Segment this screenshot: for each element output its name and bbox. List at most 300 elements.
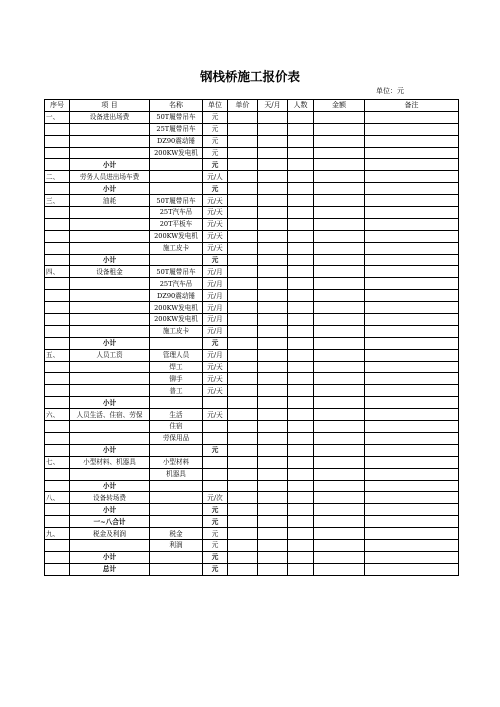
- days-cell: [258, 528, 288, 540]
- days-cell: [258, 266, 288, 278]
- seq-cell: [45, 278, 70, 290]
- seq-cell: [45, 337, 70, 349]
- days-cell: [258, 123, 288, 135]
- item-cell: 小计: [70, 444, 150, 456]
- name-cell: DZ90震动锤: [150, 290, 203, 302]
- remark-cell: [365, 409, 459, 421]
- people-cell: [288, 171, 314, 183]
- seq-cell: [45, 480, 70, 492]
- unit-cell: 元/天: [203, 230, 228, 242]
- people-cell: [288, 421, 314, 433]
- item-cell: [70, 325, 150, 337]
- remark-cell: [365, 325, 459, 337]
- remark-cell: [365, 337, 459, 349]
- item-cell: 劳务人员进出场车费: [70, 171, 150, 183]
- amount-cell: [314, 135, 365, 147]
- item-cell: [70, 539, 150, 551]
- table-row: [45, 409, 459, 421]
- price-cell: [228, 349, 258, 361]
- price-cell: [228, 159, 258, 171]
- item-cell: 小计: [70, 397, 150, 409]
- people-cell: [288, 135, 314, 147]
- seq-cell: [45, 183, 70, 195]
- table-row: [45, 349, 459, 361]
- price-cell: [228, 171, 258, 183]
- table-row: [45, 421, 459, 433]
- seq-cell: [45, 551, 70, 563]
- price-cell: [228, 516, 258, 528]
- name-cell: 25T汽车吊: [150, 278, 203, 290]
- header-cell: 序号: [45, 100, 70, 112]
- amount-cell: [314, 373, 365, 385]
- item-cell: [70, 373, 150, 385]
- people-cell: [288, 492, 314, 504]
- price-cell: [228, 456, 258, 468]
- header-cell: 单位: [203, 100, 228, 112]
- people-cell: [288, 159, 314, 171]
- people-cell: [288, 432, 314, 444]
- amount-cell: [314, 266, 365, 278]
- table-row: [45, 468, 459, 480]
- unit-cell: 元: [203, 528, 228, 540]
- people-cell: [288, 528, 314, 540]
- unit-cell: 元/天: [203, 385, 228, 397]
- remark-cell: [365, 242, 459, 254]
- item-cell: [70, 432, 150, 444]
- table-row: [45, 171, 459, 183]
- unit-cell: 元/天: [203, 373, 228, 385]
- days-cell: [258, 183, 288, 195]
- people-cell: [288, 361, 314, 373]
- amount-cell: [314, 207, 365, 219]
- item-cell: [70, 278, 150, 290]
- item-cell: [70, 385, 150, 397]
- days-cell: [258, 147, 288, 159]
- seq-cell: 九、: [45, 528, 70, 540]
- unit-cell: 元/天: [203, 242, 228, 254]
- price-cell: [228, 385, 258, 397]
- people-cell: [288, 456, 314, 468]
- table-row: [45, 135, 459, 147]
- name-cell: 25T汽车吊: [150, 207, 203, 219]
- people-cell: [288, 314, 314, 326]
- unit-cell: 元/月: [203, 349, 228, 361]
- days-cell: [258, 444, 288, 456]
- name-cell: [150, 516, 203, 528]
- days-cell: [258, 230, 288, 242]
- name-cell: 普工: [150, 385, 203, 397]
- people-cell: [288, 111, 314, 123]
- table-row: [45, 230, 459, 242]
- people-cell: [288, 302, 314, 314]
- seq-cell: [45, 290, 70, 302]
- name-cell: 200KW发电机: [150, 147, 203, 159]
- price-cell: [228, 266, 258, 278]
- amount-cell: [314, 159, 365, 171]
- amount-cell: [314, 195, 365, 207]
- price-cell: [228, 195, 258, 207]
- remark-cell: [365, 397, 459, 409]
- item-cell: [70, 314, 150, 326]
- remark-cell: [365, 183, 459, 195]
- remark-cell: [365, 111, 459, 123]
- table-row: [45, 480, 459, 492]
- table-row: [45, 195, 459, 207]
- seq-cell: 一、: [45, 111, 70, 123]
- days-cell: [258, 349, 288, 361]
- people-cell: [288, 516, 314, 528]
- unit-cell: 元: [203, 551, 228, 563]
- unit-cell: 元/人: [203, 171, 228, 183]
- seq-cell: [45, 539, 70, 551]
- unit-cell: [203, 432, 228, 444]
- amount-cell: [314, 528, 365, 540]
- price-cell: [228, 302, 258, 314]
- name-cell: [150, 563, 203, 575]
- table-row: [45, 278, 459, 290]
- amount-cell: [314, 254, 365, 266]
- name-cell: [150, 444, 203, 456]
- name-cell: 利润: [150, 539, 203, 551]
- table-header-row: [45, 100, 459, 112]
- remark-cell: [365, 444, 459, 456]
- unit-cell: 元/月: [203, 314, 228, 326]
- unit-cell: [203, 480, 228, 492]
- amount-cell: [314, 563, 365, 575]
- item-cell: 小计: [70, 480, 150, 492]
- seq-cell: 二、: [45, 171, 70, 183]
- amount-cell: [314, 432, 365, 444]
- unit-cell: 元: [203, 111, 228, 123]
- price-cell: [228, 480, 258, 492]
- price-cell: [228, 373, 258, 385]
- days-cell: [258, 325, 288, 337]
- price-cell: [228, 492, 258, 504]
- table-row: [45, 516, 459, 528]
- remark-cell: [365, 373, 459, 385]
- item-cell: 小计: [70, 337, 150, 349]
- days-cell: [258, 361, 288, 373]
- people-cell: [288, 504, 314, 516]
- unit-cell: 元/天: [203, 218, 228, 230]
- name-cell: 生活: [150, 409, 203, 421]
- people-cell: [288, 242, 314, 254]
- days-cell: [258, 385, 288, 397]
- people-cell: [288, 409, 314, 421]
- seq-cell: [45, 432, 70, 444]
- remark-cell: [365, 147, 459, 159]
- remark-cell: [365, 421, 459, 433]
- remark-cell: [365, 456, 459, 468]
- people-cell: [288, 218, 314, 230]
- remark-cell: [365, 349, 459, 361]
- seq-cell: [45, 147, 70, 159]
- item-cell: 小计: [70, 551, 150, 563]
- amount-cell: [314, 147, 365, 159]
- name-cell: [150, 254, 203, 266]
- price-cell: [228, 563, 258, 575]
- people-cell: [288, 397, 314, 409]
- item-cell: [70, 230, 150, 242]
- unit-cell: [203, 456, 228, 468]
- remark-cell: [365, 504, 459, 516]
- table-row: [45, 266, 459, 278]
- table-row: [45, 504, 459, 516]
- unit-cell: 元: [203, 183, 228, 195]
- name-cell: 机器具: [150, 468, 203, 480]
- seq-cell: [45, 159, 70, 171]
- name-cell: 铆手: [150, 373, 203, 385]
- header-cell: 单价: [228, 100, 258, 112]
- people-cell: [288, 325, 314, 337]
- name-cell: 200KW发电机: [150, 230, 203, 242]
- days-cell: [258, 397, 288, 409]
- price-cell: [228, 468, 258, 480]
- name-cell: 200KW发电机: [150, 314, 203, 326]
- amount-cell: [314, 111, 365, 123]
- remark-cell: [365, 278, 459, 290]
- table-row: [45, 325, 459, 337]
- days-cell: [258, 254, 288, 266]
- header-cell: 名称: [150, 100, 203, 112]
- people-cell: [288, 373, 314, 385]
- amount-cell: [314, 551, 365, 563]
- unit-cell: 元/天: [203, 207, 228, 219]
- table-row: [45, 254, 459, 266]
- seq-cell: [45, 444, 70, 456]
- people-cell: [288, 480, 314, 492]
- table-row: [45, 123, 459, 135]
- price-cell: [228, 361, 258, 373]
- amount-cell: [314, 468, 365, 480]
- people-cell: [288, 254, 314, 266]
- name-cell: DZ90震动锤: [150, 135, 203, 147]
- item-cell: [70, 242, 150, 254]
- unit-cell: 元: [203, 444, 228, 456]
- price-cell: [228, 432, 258, 444]
- people-cell: [288, 207, 314, 219]
- name-cell: 焊工: [150, 361, 203, 373]
- days-cell: [258, 207, 288, 219]
- days-cell: [258, 195, 288, 207]
- name-cell: [150, 504, 203, 516]
- price-cell: [228, 337, 258, 349]
- remark-cell: [365, 480, 459, 492]
- seq-cell: 六、: [45, 409, 70, 421]
- item-cell: 税金及利润: [70, 528, 150, 540]
- remark-cell: [365, 361, 459, 373]
- people-cell: [288, 230, 314, 242]
- days-cell: [258, 242, 288, 254]
- people-cell: [288, 551, 314, 563]
- unit-cell: [203, 397, 228, 409]
- unit-cell: 元: [203, 516, 228, 528]
- item-cell: [70, 135, 150, 147]
- days-cell: [258, 373, 288, 385]
- header-cell: 人数: [288, 100, 314, 112]
- price-cell: [228, 242, 258, 254]
- name-cell: 劳保用品: [150, 432, 203, 444]
- days-cell: [258, 218, 288, 230]
- seq-cell: [45, 230, 70, 242]
- amount-cell: [314, 171, 365, 183]
- remark-cell: [365, 230, 459, 242]
- price-cell: [228, 551, 258, 563]
- price-cell: [228, 528, 258, 540]
- people-cell: [288, 183, 314, 195]
- remark-cell: [365, 195, 459, 207]
- unit-cell: 元: [203, 123, 228, 135]
- name-cell: 施工皮卡: [150, 242, 203, 254]
- seq-cell: [45, 207, 70, 219]
- unit-cell: [203, 468, 228, 480]
- days-cell: [258, 516, 288, 528]
- table-row: [45, 492, 459, 504]
- seq-cell: [45, 563, 70, 575]
- amount-cell: [314, 325, 365, 337]
- table-row: [45, 361, 459, 373]
- name-cell: 50T履带吊车: [150, 195, 203, 207]
- people-cell: [288, 147, 314, 159]
- item-cell: [70, 147, 150, 159]
- item-cell: [70, 468, 150, 480]
- amount-cell: [314, 421, 365, 433]
- people-cell: [288, 468, 314, 480]
- unit-cell: 元/月: [203, 266, 228, 278]
- amount-cell: [314, 242, 365, 254]
- people-cell: [288, 290, 314, 302]
- seq-cell: [45, 361, 70, 373]
- page-title: 钢栈桥施工报价表: [199, 69, 300, 84]
- item-cell: 设备进出场费: [70, 111, 150, 123]
- amount-cell: [314, 492, 365, 504]
- remark-cell: [365, 468, 459, 480]
- table-row: [45, 314, 459, 326]
- table-row: [45, 290, 459, 302]
- item-cell: [70, 302, 150, 314]
- quote-table: [44, 99, 459, 576]
- item-cell: 小计: [70, 159, 150, 171]
- remark-cell: [365, 218, 459, 230]
- price-cell: [228, 254, 258, 266]
- table-row: [45, 456, 459, 468]
- amount-cell: [314, 290, 365, 302]
- amount-cell: [314, 444, 365, 456]
- days-cell: [258, 159, 288, 171]
- amount-cell: [314, 397, 365, 409]
- name-cell: [150, 183, 203, 195]
- seq-cell: 七、: [45, 456, 70, 468]
- name-cell: 小型材料: [150, 456, 203, 468]
- amount-cell: [314, 218, 365, 230]
- name-cell: [150, 171, 203, 183]
- unit-cell: 元: [203, 539, 228, 551]
- seq-cell: [45, 254, 70, 266]
- people-cell: [288, 349, 314, 361]
- seq-cell: [45, 135, 70, 147]
- days-cell: [258, 480, 288, 492]
- unit-note: 单位：元: [376, 87, 404, 95]
- item-cell: 小计: [70, 254, 150, 266]
- seq-cell: [45, 504, 70, 516]
- seq-cell: 五、: [45, 349, 70, 361]
- people-cell: [288, 278, 314, 290]
- item-cell: [70, 207, 150, 219]
- days-cell: [258, 111, 288, 123]
- table-row: [45, 551, 459, 563]
- table-row: [45, 397, 459, 409]
- table-row: [45, 539, 459, 551]
- days-cell: [258, 409, 288, 421]
- seq-cell: [45, 218, 70, 230]
- table-row: [45, 183, 459, 195]
- name-cell: 200KW发电机: [150, 302, 203, 314]
- item-cell: 人员生活、住宿、劳保: [70, 409, 150, 421]
- remark-cell: [365, 135, 459, 147]
- seq-cell: 四、: [45, 266, 70, 278]
- item-cell: 人员工资: [70, 349, 150, 361]
- people-cell: [288, 266, 314, 278]
- seq-cell: [45, 242, 70, 254]
- table-row: [45, 373, 459, 385]
- table-row: [45, 147, 459, 159]
- remark-cell: [365, 159, 459, 171]
- table-row: [45, 385, 459, 397]
- item-cell: 一~八合计: [70, 516, 150, 528]
- amount-cell: [314, 337, 365, 349]
- amount-cell: [314, 504, 365, 516]
- price-cell: [228, 444, 258, 456]
- remark-cell: [365, 432, 459, 444]
- unit-cell: 元/天: [203, 195, 228, 207]
- unit-cell: 元: [203, 254, 228, 266]
- amount-cell: [314, 314, 365, 326]
- remark-cell: [365, 123, 459, 135]
- unit-cell: 元: [203, 159, 228, 171]
- table-row: [45, 563, 459, 575]
- item-cell: 小计: [70, 504, 150, 516]
- amount-cell: [314, 480, 365, 492]
- seq-cell: [45, 516, 70, 528]
- seq-cell: [45, 302, 70, 314]
- seq-cell: [45, 468, 70, 480]
- table-row: [45, 242, 459, 254]
- name-cell: 税金: [150, 528, 203, 540]
- seq-cell: [45, 314, 70, 326]
- unit-cell: 元/月: [203, 290, 228, 302]
- amount-cell: [314, 516, 365, 528]
- price-cell: [228, 421, 258, 433]
- amount-cell: [314, 385, 365, 397]
- price-cell: [228, 123, 258, 135]
- name-cell: 50T履带吊车: [150, 111, 203, 123]
- name-cell: 25T履带吊车: [150, 123, 203, 135]
- price-cell: [228, 409, 258, 421]
- seq-cell: [45, 325, 70, 337]
- remark-cell: [365, 385, 459, 397]
- remark-cell: [365, 290, 459, 302]
- price-cell: [228, 218, 258, 230]
- remark-cell: [365, 492, 459, 504]
- days-cell: [258, 563, 288, 575]
- table-row: [45, 111, 459, 123]
- name-cell: [150, 492, 203, 504]
- days-cell: [258, 278, 288, 290]
- item-cell: [70, 290, 150, 302]
- header-cell: 金额: [314, 100, 365, 112]
- seq-cell: 三、: [45, 195, 70, 207]
- item-cell: [70, 421, 150, 433]
